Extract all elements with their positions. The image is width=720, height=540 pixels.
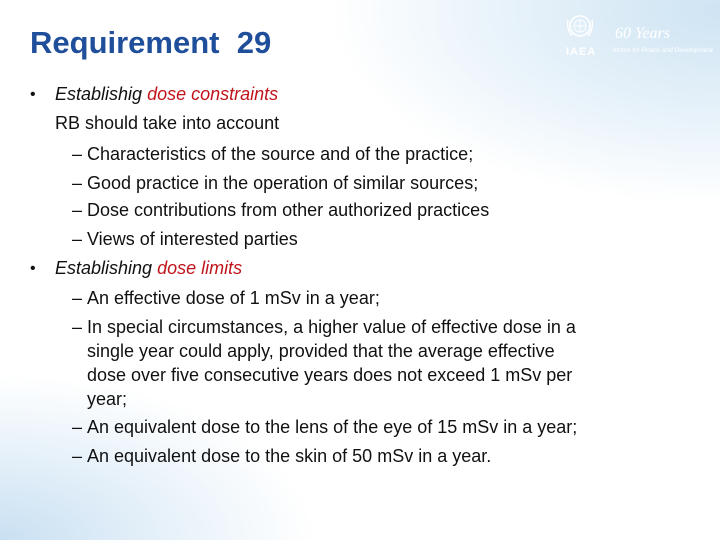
dash-icon: – <box>72 288 83 308</box>
bullet-icon: • <box>30 260 36 277</box>
iaea-logo <box>560 10 713 60</box>
list-item: In special circumstances, a higher value of effective dose in a <box>87 317 576 337</box>
logo-org-text: IAEA <box>566 46 597 58</box>
list-item-continuation: year; <box>87 389 128 409</box>
list-item: An equivalent dose to the lens of the eye of 15 mSv in a year; <box>87 417 578 437</box>
bullet-heading-limits <box>55 258 242 279</box>
logo-tagline: Atoms for Peace and Development <box>612 47 713 54</box>
bullet-prefix: Establishing <box>55 258 158 278</box>
list-item-continuation: single year could apply, provided that the average effective <box>87 341 555 361</box>
bullet-highlight: dose constraints <box>147 84 279 104</box>
bullet-highlight: dose limits <box>157 258 243 278</box>
dash-icon: – <box>72 417 83 437</box>
bullet-prefix: Establishig <box>55 84 148 104</box>
list-item: Good practice in the operation of similar sources; <box>87 173 479 193</box>
list-item: An equivalent dose to the skin of 50 mSv in a year. <box>87 446 492 466</box>
list-item: Dose contributions from other authorized practices <box>87 200 490 220</box>
list-item: Views of interested parties <box>87 229 298 249</box>
dash-icon: – <box>72 200 83 220</box>
dash-icon: – <box>72 446 83 466</box>
dash-icon: – <box>72 144 83 164</box>
logo-years-text: 60 Years <box>615 25 670 42</box>
list-item: An effective dose of 1 mSv in a year; <box>87 288 380 308</box>
bullet-icon: • <box>30 86 36 103</box>
list-item-continuation: dose over five consecutive years does not exceed 1 mSv per <box>87 365 573 385</box>
dash-icon: – <box>72 229 83 249</box>
dash-icon: – <box>72 317 83 337</box>
un-emblem-icon <box>560 10 610 50</box>
list-item: Characteristics of the source and of the practice; <box>87 144 474 164</box>
dash-icon: – <box>72 173 83 193</box>
slide-title: Requirement 29 <box>30 25 272 60</box>
bullet-heading-constraints <box>55 84 278 105</box>
bullet-intro: RB should take into account <box>55 113 280 133</box>
